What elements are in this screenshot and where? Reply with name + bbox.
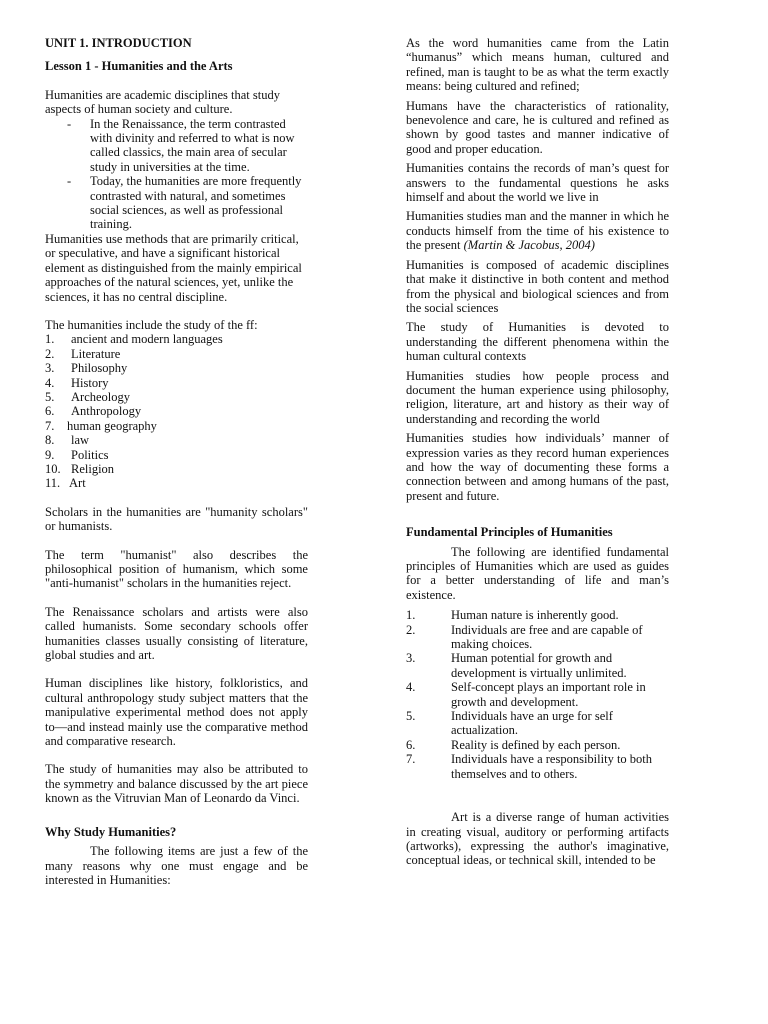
citation: (Martin & Jacobus, 2004) <box>463 238 595 253</box>
dash-list <box>45 117 308 232</box>
reason-paragraph: As the word humanities came from the Latin “humanus” which means human, cultured and refined, man is taught to be as what the term exactly means: being cultured and refined; <box>406 36 669 94</box>
humanist-paragraph: The term "humanist" also describes the philosophical position of humanism, which some "anti-humanist" scholars in the humanities reject. <box>45 547 308 591</box>
principles-list <box>406 608 669 781</box>
list-number: 3. <box>45 361 55 376</box>
list-item-text: Literature <box>71 346 121 361</box>
list-item-text: Individuals are free and are capable of making choices. <box>451 622 643 652</box>
list-item <box>406 752 669 781</box>
list-item <box>45 117 308 175</box>
list-number: 8. <box>45 433 55 448</box>
list-item <box>45 448 308 462</box>
scholars-paragraph: Scholars in the humanities are "humanity scholars" or humanists. <box>45 504 308 534</box>
list-item <box>45 332 308 346</box>
list-item <box>45 404 308 418</box>
list-number: 7. <box>45 418 55 433</box>
reason-paragraph: Humanities contains the records of man’s quest for answers to the fundamental questions he asks himself and about the world we live in <box>406 161 669 205</box>
list-item <box>45 419 308 433</box>
study-list <box>45 332 308 490</box>
list-item-text: History <box>71 375 109 390</box>
list-item-text: In the Renaissance, the term contrasted with divinity and referred to what is now called classics, the main area of secular study in universities at the time. <box>90 116 295 174</box>
list-item-text: ancient and modern languages <box>71 332 223 347</box>
list-item <box>406 623 669 652</box>
left-column <box>45 36 308 887</box>
list-number: 5. <box>45 389 55 404</box>
list-item <box>406 709 669 738</box>
list-item-text: Self-concept plays an important role in growth and development. <box>451 680 646 709</box>
list-item-text: Reality is defined by each person. <box>451 737 621 752</box>
list-item <box>406 608 669 622</box>
list-item-text: Philosophy <box>71 361 128 376</box>
renaissance-paragraph: The Renaissance scholars and artists were also called humanists. Some secondary schools offer humanities classes usually consisting of literature, global studies and art. <box>45 604 308 663</box>
list-number: 4. <box>406 680 416 695</box>
reason-paragraph: Humanities is composed of academic disciplines that make it distinctive in both content and method from the physical and biological sciences and from the social sciences <box>406 257 669 315</box>
list-item-text: Religion <box>71 461 115 476</box>
list-item-text: human geography <box>67 418 157 433</box>
list-item-text: law <box>71 433 90 448</box>
list-number: 6. <box>406 737 416 752</box>
list-item-text: Archeology <box>71 389 131 404</box>
list-item-text: Art <box>69 476 86 491</box>
principles-heading: Fundamental Principles of Humanities <box>406 525 613 540</box>
list-number: 4. <box>45 375 55 390</box>
dash-bullet: - <box>67 116 72 131</box>
list-item-text: Anthropology <box>71 404 142 419</box>
symmetry-paragraph: The study of humanities may also be attributed to the symmetry and balance discussed by the art piece known as the Vitruvian Man of Leonardo da Vinci. <box>45 762 308 806</box>
reason-paragraph: The study of Humanities is devoted to understanding the different phenomena within the human cultural contexts <box>406 320 669 364</box>
list-number: 6. <box>45 404 55 419</box>
art-paragraph: Art is a diverse range of human activities in creating visual, auditory or performing artifacts (artworks), expressing the author's imaginative, conceptual ideas, or technical skill, intended to be <box>406 810 669 868</box>
list-item <box>406 651 669 680</box>
list-item-text: Individuals have a responsibility to both themselves and to others. <box>451 752 653 781</box>
list-number: 9. <box>45 447 55 462</box>
methods-paragraph: Humanities use methods that are primarily critical, or speculative, and have a significant historical element as distinguished from the mainly empirical approaches of the natural sciences, yet, unlike the sciences, it has no central discipline. <box>45 231 302 304</box>
list-item <box>45 361 308 375</box>
list-item-text: Today, the humanities are more frequently contrasted with natural, and sometimes social sciences, as well as professional training. <box>90 174 302 232</box>
list-number: 2. <box>45 346 55 361</box>
list-item <box>45 433 308 447</box>
principles-intro: The following are identified fundamental principles of Humanities which are used as guides for a better understanding of life and man’s existence. <box>406 544 669 602</box>
lesson-title: Lesson 1 - Humanities and the Arts <box>45 59 233 74</box>
list-item-text: Human nature is inherently good. <box>451 608 619 623</box>
reason-paragraph: Humanities studies how people process and document the human experience using philosophy, religion, literature, art and history as their way of understanding and recording the world <box>406 368 669 426</box>
list-number: 1. <box>406 608 416 623</box>
list-number: 5. <box>406 709 416 724</box>
list-number: 1. <box>45 332 55 347</box>
list-item <box>45 376 308 390</box>
disciplines-paragraph: Human disciplines like history, folkloristics, and cultural anthropology study subject matters that the manipulative experimental method does not apply to—and instead mainly use the comparative method and comparative research. <box>45 676 308 749</box>
list-number: 2. <box>406 622 416 637</box>
why-heading: Why Study Humanities? <box>45 824 177 839</box>
intro-paragraph: Humanities are academic disciplines that study aspects of human society and culture. <box>45 87 280 117</box>
list-item <box>45 476 308 490</box>
list-number: 11. <box>45 476 61 491</box>
right-column <box>406 36 669 868</box>
list-item <box>406 738 669 752</box>
list-number: 10. <box>45 461 61 476</box>
list-item-text: Individuals have an urge for self actualization. <box>451 709 613 738</box>
list-number: 3. <box>406 651 416 666</box>
list-number: 7. <box>406 752 416 767</box>
list-item <box>406 680 669 709</box>
unit-title: UNIT 1. INTRODUCTION <box>45 36 192 50</box>
list-item-text: Politics <box>71 447 109 462</box>
why-paragraph: The following items are just a few of the many reasons why one must engage and be interested in Humanities: <box>45 844 308 887</box>
list-item <box>45 347 308 361</box>
dash-bullet: - <box>67 174 72 189</box>
list-item-text: Human potential for growth and development is virtually unlimited. <box>451 651 627 680</box>
reason-paragraph <box>406 209 669 252</box>
reason-paragraph: Humans have the characteristics of rationality, benevolence and care, he is cultured and refined as shown by good tastes and manner indicative of good and proper education. <box>406 98 669 156</box>
list-item <box>45 390 308 404</box>
reason-paragraph: Humanities studies how individuals’ manner of expression varies as they record human experiences and how the way of documenting these forms a connection between and among humans of the past, present and future. <box>406 431 669 503</box>
list-item <box>45 174 308 232</box>
include-lead: The humanities include the study of the ff: <box>45 317 258 332</box>
reason-text: Humanities studies man and the manner in which he conducts himself from the time of his existence to the present <box>406 209 669 253</box>
list-item <box>45 462 308 476</box>
